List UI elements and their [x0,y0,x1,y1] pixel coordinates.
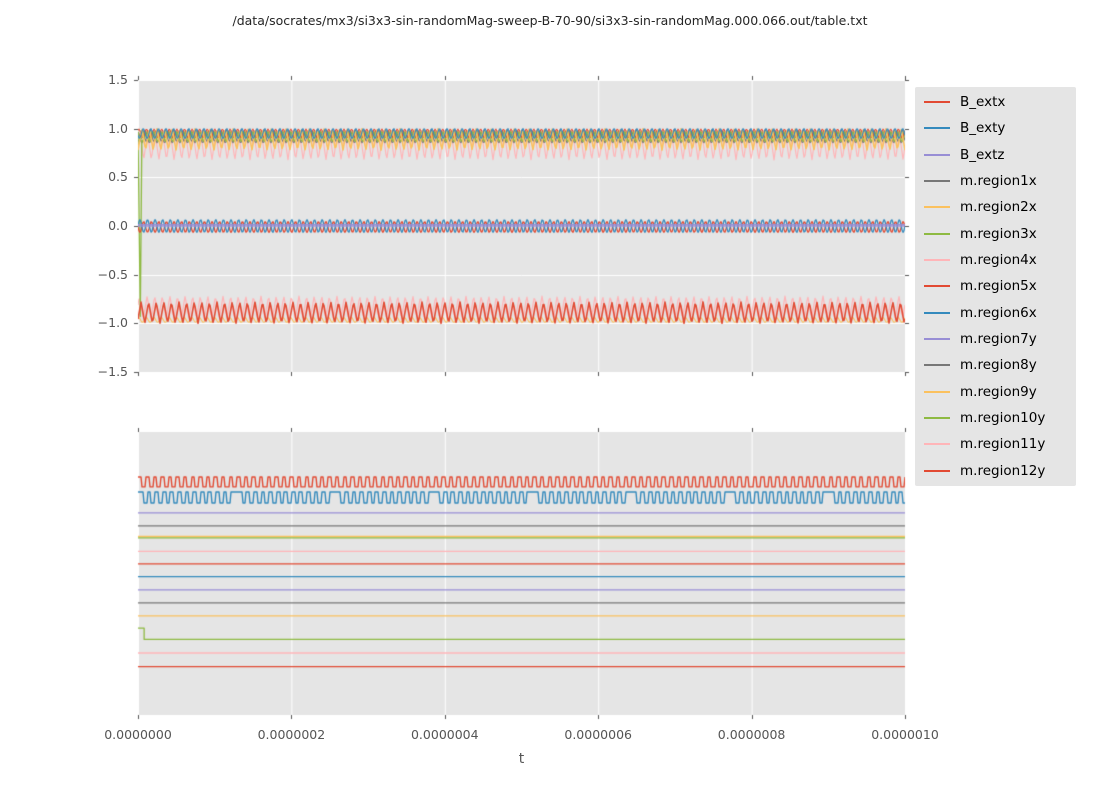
legend-line-swatch [924,391,950,393]
legend-line-swatch [924,180,950,182]
legend-line-swatch [924,101,950,103]
x-tick-label: 0.0000010 [871,727,939,742]
legend-item [915,327,1076,351]
legend-item [915,380,1076,404]
figure-title: /data/socrates/mx3/si3x3-sin-randomMag-sweep-B-70-90/si3x3-sin-randomMag.000.066.out/table.txt [232,13,868,28]
legend-label: m.region8y [960,357,1037,374]
legend-item [915,143,1076,167]
legend-label: m.region9y [960,383,1037,400]
x-tick-label: 0.0000006 [564,727,632,742]
legend-label: m.region5x [960,278,1037,295]
legend-item [915,274,1076,298]
legend-line-swatch [924,233,950,235]
legend-line-swatch [924,154,950,156]
legend-item [915,353,1076,377]
legend-label: m.region6x [960,304,1037,321]
legend-item [915,169,1076,193]
legend-line-swatch [924,470,950,472]
top-subplot-plot-area [128,70,915,382]
legend-line-swatch [924,443,950,445]
bottom-subplot-plot-area [128,422,915,725]
legend-item [915,248,1076,272]
legend-line-swatch [924,259,950,261]
legend-label: B_exty [960,120,1006,137]
legend-item [915,90,1076,114]
legend-line-swatch [924,206,950,208]
legend-item [915,116,1076,140]
x-tick-label: 0.0000002 [257,727,326,742]
legend-item [915,195,1076,219]
legend-line-swatch [924,338,950,340]
legend-label: m.region2x [960,199,1037,216]
legend-line-swatch [924,127,950,129]
legend-label: m.region1x [960,173,1037,190]
legend-item [915,459,1076,483]
legend-line-swatch [924,285,950,287]
legend-label: B_extz [960,146,1005,163]
x-axis-label: t [518,751,525,767]
legend-line-swatch [924,364,950,366]
y-tick-label: 0.5 [108,169,128,185]
legend-label: B_extx [960,94,1006,111]
y-tick-label: −0.5 [97,266,128,282]
legend-label: m.region3x [960,225,1037,242]
legend-label: m.region4x [960,252,1037,269]
y-tick-label: 0.0 [108,218,128,233]
y-tick-label: −1.0 [97,315,128,331]
legend-box [915,87,1076,486]
legend-label: m.region10y [960,410,1046,427]
legend-item [915,432,1076,456]
x-tick-label: 0.0000008 [717,727,786,742]
legend-item [915,406,1076,430]
legend-label: m.region7y [960,331,1037,348]
legend-item [915,301,1076,325]
legend-label: m.region11y [960,436,1046,453]
legend-label: m.region12y [960,462,1046,479]
legend-line-swatch [924,417,950,419]
y-tick-label: −1.5 [97,364,128,379]
y-tick-label: 1.0 [108,120,128,136]
y-tick-label: 1.5 [108,72,128,87]
x-tick-label: 0.0000004 [410,727,479,742]
legend-line-swatch [924,312,950,314]
x-tick-label: 0.0000000 [104,727,172,742]
legend-item [915,222,1076,246]
